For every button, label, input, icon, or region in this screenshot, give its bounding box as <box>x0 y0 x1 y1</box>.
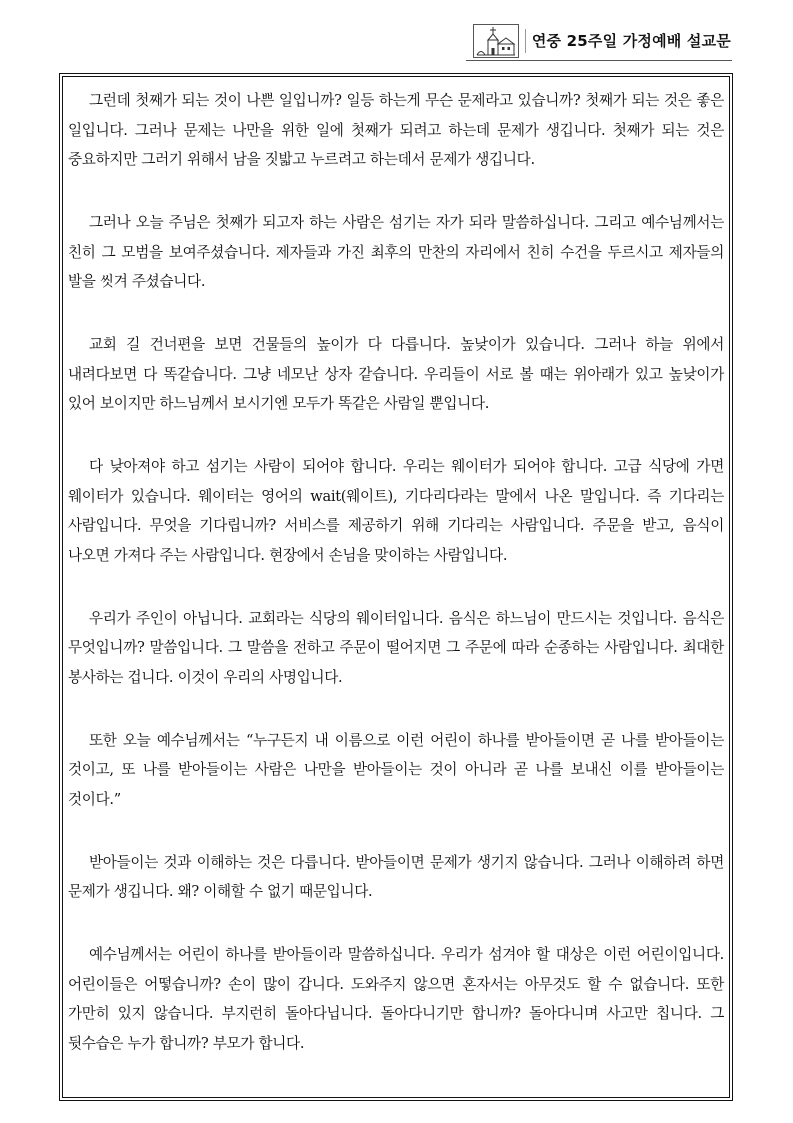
paragraph: 받아들이는 것과 이해하는 것은 다릅니다. 받아들이면 문제가 생기지 않습니다. 그러나 이해하려 하면 문제가 생깁니다. 왜? 이해할 수 없기 때문입니다. <box>68 853 724 900</box>
header-divider <box>466 60 732 61</box>
sermon-body <box>68 86 724 1092</box>
church-icon <box>473 24 519 58</box>
paragraph: 예수님께서는 어린이 하나를 받아들이라 말씀하십니다. 우리가 섬겨야 할 대상은 이런 어린이입니다. 어린이들은 어떻습니까? 손이 많이 갑니다. 도와주지 않으면 혼자서는 아무것도 할 수 없습니다. 또한 가만히 있지 않습니다. 부지런히 돌아다닙니다. 돌아다니기만 합니까? 돌아다니며 사고만 칩니다. 그 뒷수습은 누가 합니까? 부모가 합니다. <box>68 946 724 1052</box>
paragraph: 그러나 오늘 주님은 첫째가 되고자 하는 사람은 섬기는 자가 되라 말씀하십니다. 그리고 예수님께서는 친히 그 모범을 보여주셨습니다. 제자들과 가진 최후의 만찬의 자리에서 친히 수건을 두르시고 제자들의 발을 씻겨 주셨습니다. <box>68 214 724 290</box>
page-title: 연중 25주일 가정예배 설교문 <box>525 29 731 53</box>
paragraph: 그런데 첫째가 되는 것이 나쁜 일입니까? 일등 하는게 무슨 문제라고 있습니까? 첫째가 되는 것은 좋은 일입니다. 그러나 문제는 나만을 위한 일에 첫째가 되려고 하는데 문제가 생깁니다. 첫째가 되는 것은 중요하지만 그러기 위해서 남을 짓밟고 누르려고 하는데서 문제가 생깁니다. <box>68 92 724 168</box>
paragraph: 또한 오늘 예수님께서는 “누구든지 내 이름으로 이런 어린이 하나를 받아들이면 곧 나를 받아들이는 것이고, 또 나를 받아들이는 사람은 나만을 받아들이는 것이 아니라 곧 나를 보내신 이를 받아들이는 것이다.” <box>68 731 724 808</box>
paragraph: 다 낮아져야 하고 섬기는 사람이 되어야 합니다. 우리는 웨이터가 되어야 합니다. 고급 식당에 가면 웨이터가 있습니다. 웨이터는 영어의 wait(웨이트), 기다리다라는 말에서 나온 말입니다. 즉 기다리는 사람입니다. 무엇을 기다립니까? 서비스를 제공하기 위해 기다리는 사람입니다. 주문을 받고, 음식이 나오면 가져다 주는 사람입니다. 현장에서 손님을 맞이하는 사람입니다. <box>68 458 724 564</box>
paragraph: 우리가 주인이 아닙니다. 교회라는 식당의 웨이터입니다. 음식은 하느님이 만드시는 것입니다. 음식은 무엇입니까? 말씀입니다. 그 말씀을 전하고 주문이 떨어지면 그 주문에 따라 순종하는 사람입니다. 최대한 봉사하는 겁니다. 이것이 우리의 사명입니다. <box>68 609 724 686</box>
paragraph: 교회 길 건너편을 보면 건물들의 높이가 다 다릅니다. 높낮이가 있습니다. 그러나 하늘 위에서 내려다보면 다 똑같습니다. 그냥 네모난 상자 같습니다. 우리들이 서로 볼 때는 위아래가 있고 높낮이가 있어 보이지만 하느님께서 보시기엔 모두가 똑같은 사람일 뿐입니다. <box>68 336 724 412</box>
page-header <box>473 22 731 60</box>
